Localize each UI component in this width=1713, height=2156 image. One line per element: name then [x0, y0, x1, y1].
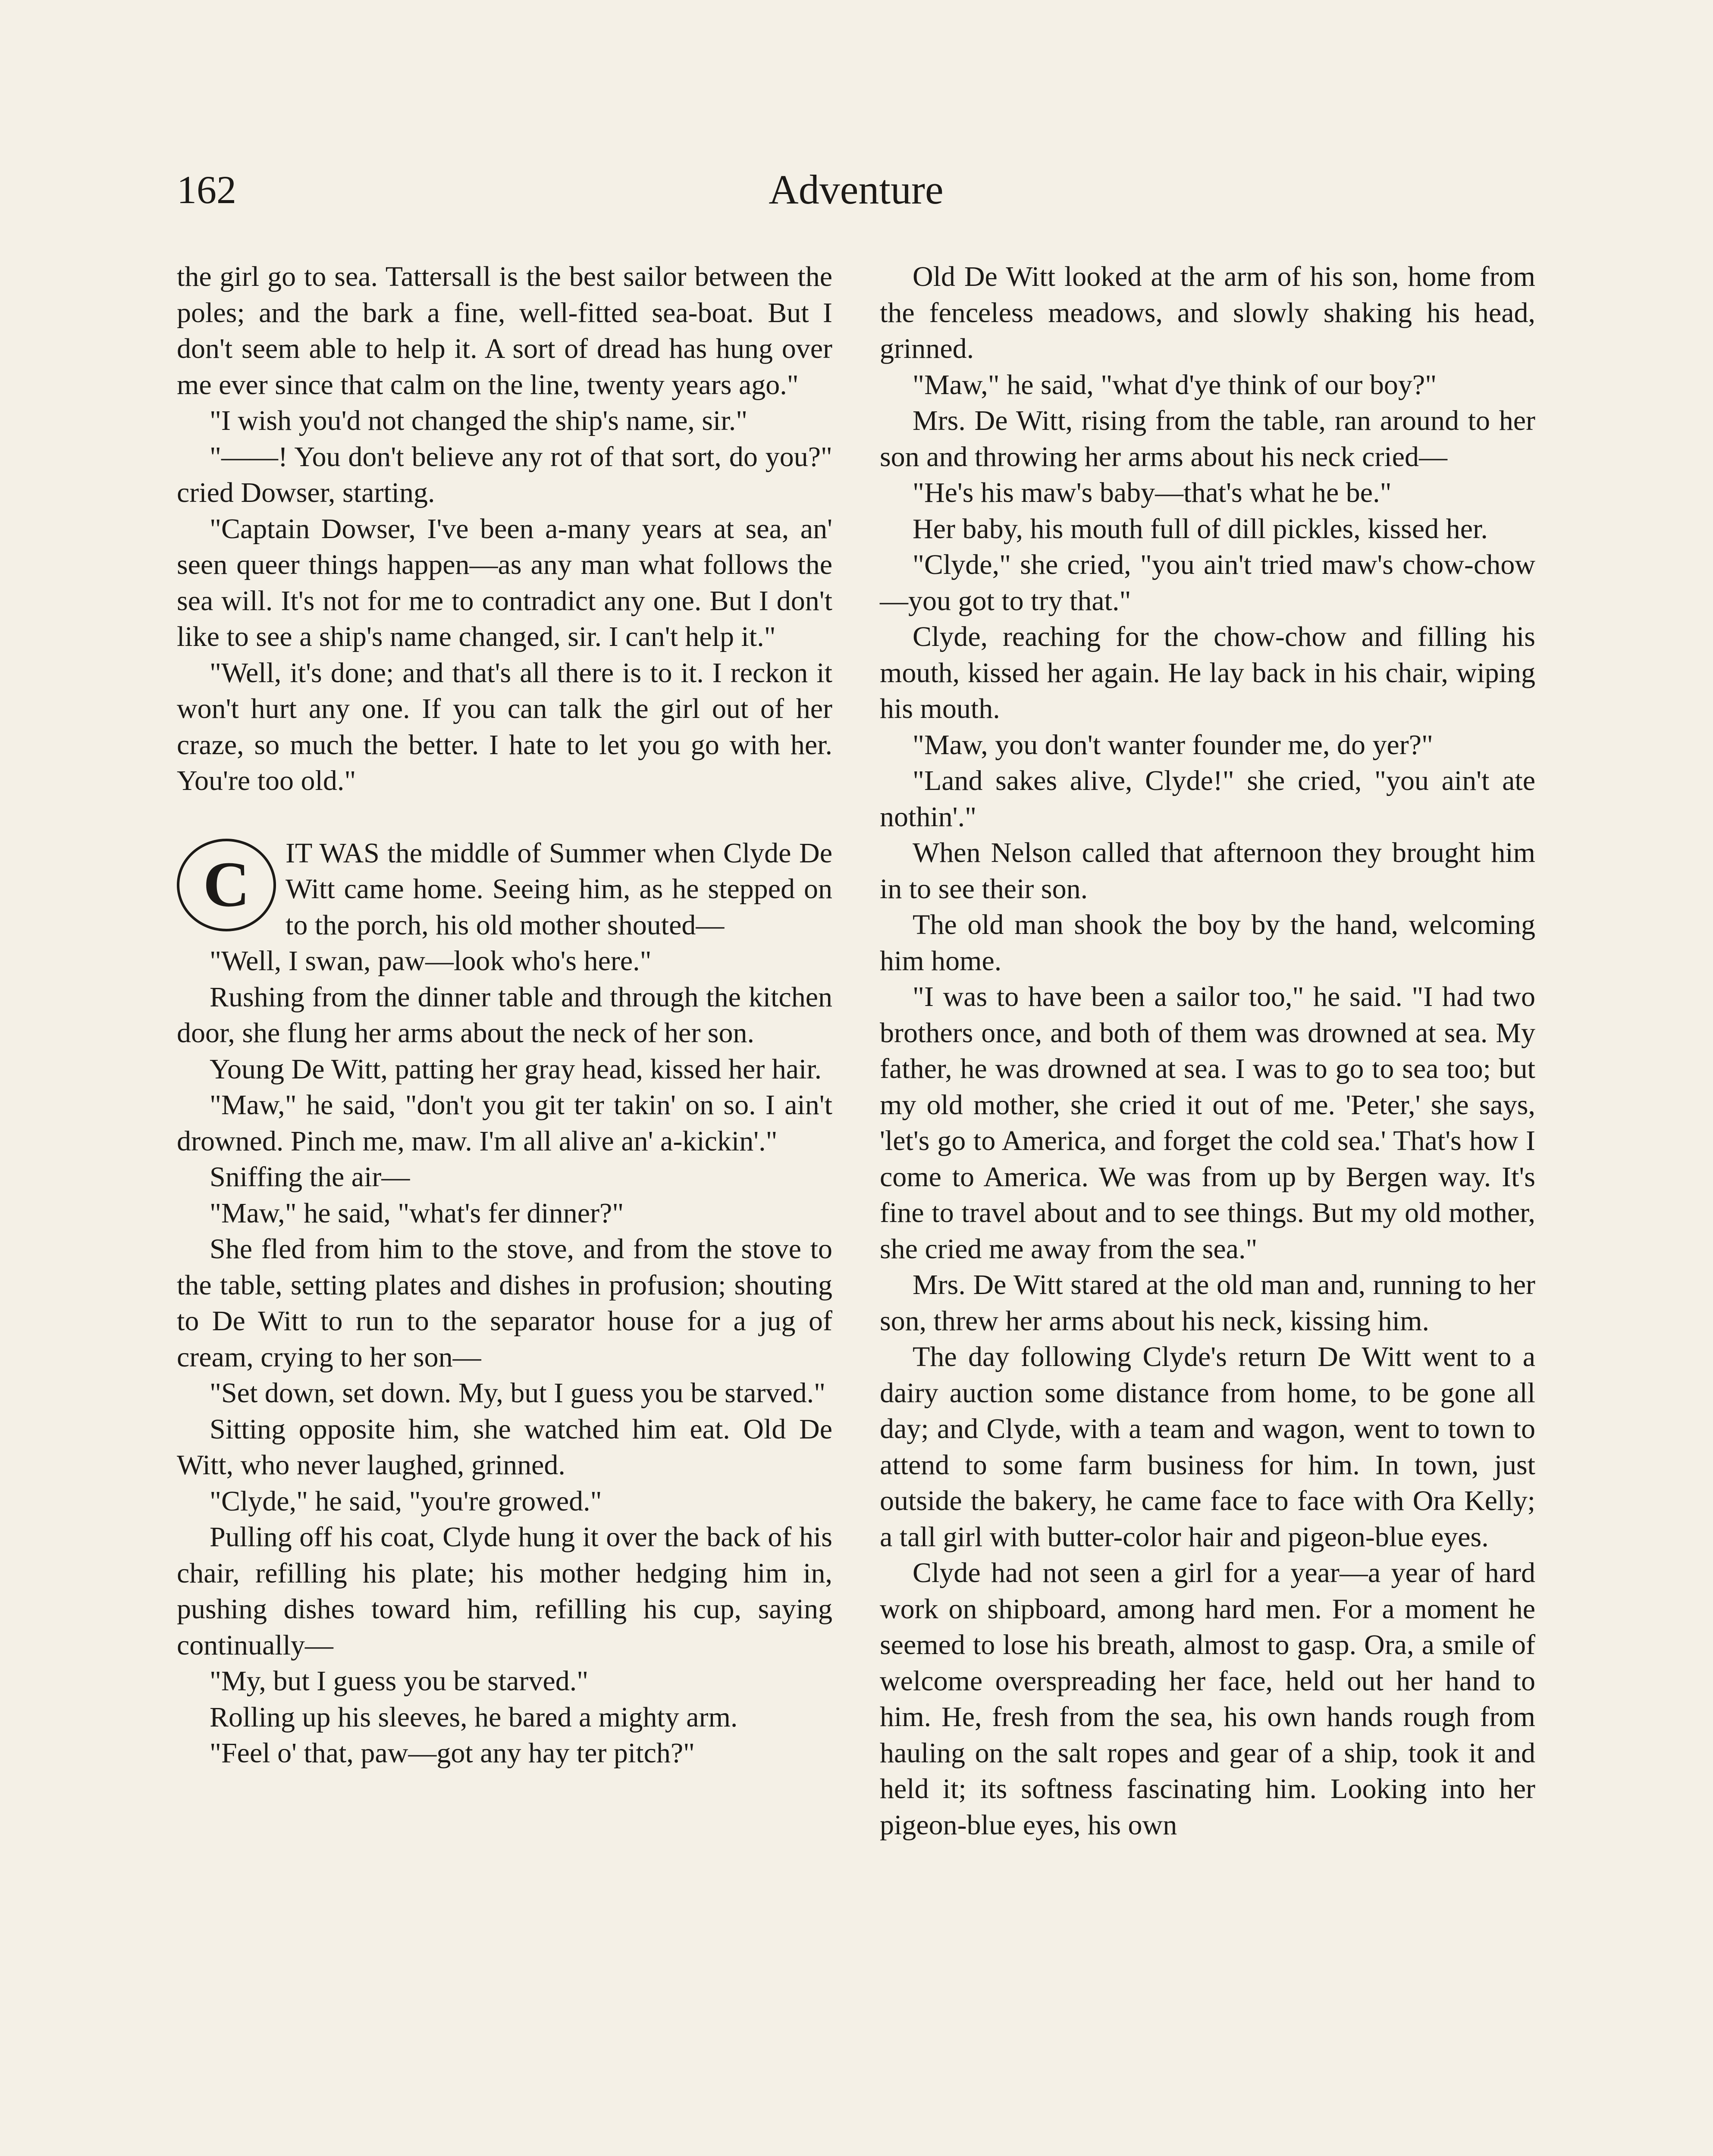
right-column: [880, 259, 1535, 1843]
paragraph: "Maw, you don't wanter founder me, do yer?": [913, 729, 1433, 761]
running-head: Adventure: [769, 166, 944, 213]
paragraph: Rushing from the dinner table and through the kitchen door, she flung her arms about the neck of her son.: [177, 981, 832, 1049]
paragraph: Pulling off his coat, Clyde hung it over the back of his chair, refilling his plate; his mother hedging him in, pushing dishes toward him, refilling his cup, saying continually—: [177, 1521, 832, 1661]
paragraph: "Set down, set down. My, but I guess you be starved.": [210, 1377, 826, 1409]
paragraph: Sniffing the air—: [210, 1161, 410, 1193]
paragraph: Her baby, his mouth full of dill pickles, kissed her.: [913, 513, 1488, 545]
paragraph: "Maw," he said, "don't you git ter takin' on so. I ain't drowned. Pinch me, maw. I'm all alive an' a-kickin'.": [177, 1089, 832, 1157]
paragraph: Mrs. De Witt, rising from the table, ran around to her son and throwing her arms about his neck cried—: [880, 405, 1535, 473]
paragraph: "Land sakes alive, Clyde!" she cried, "you ain't ate nothin'.": [880, 765, 1535, 833]
section-opening: [177, 835, 832, 943]
paragraph: "My, but I guess you be starved.": [210, 1665, 589, 1697]
page-number: 162: [177, 168, 236, 212]
left-column: [177, 259, 832, 1771]
paragraph: The day following Clyde's return De Witt went to a dairy auction some distance from home, to be gone all day; and Clyde, with a team and wagon, went to town to attend to some farm business for him. In town, just outside the bakery, he came face to face with Ora Kelly; a tall girl with butter-color hair and pigeon-blue eyes.: [880, 1341, 1535, 1553]
paragraph: "Maw," he said, "what's fer dinner?": [210, 1197, 624, 1229]
ornamental-initial-icon: C: [177, 839, 276, 931]
paragraph: She fled from him to the stove, and from the stove to the table, setting plates and dishes in profusion; shouting to De Witt to run to the separator house for a jug of cream, crying to her son—: [177, 1233, 832, 1373]
paragraph: Mrs. De Witt stared at the old man and, running to her son, threw her arms about his neck, kissing him.: [880, 1269, 1535, 1337]
paragraph: "Clyde," he said, "you're growed.": [210, 1485, 602, 1517]
paragraph: IT WAS the middle of Summer when Clyde De Witt came home. Seeing him, as he stepped on to the porch, his old mother shouted—: [286, 837, 832, 941]
paragraph: The old man shook the boy by the hand, welcoming him home.: [880, 909, 1535, 977]
paragraph: "——! You don't believe any rot of that sort, do you?" cried Dowser, starting.: [177, 441, 832, 508]
paragraph: "Well, it's done; and that's all there is to it. I reckon it won't hurt any one. If you can talk the girl out of her craze, so much the better. I hate to let you go with her. You're too old.": [177, 657, 832, 796]
paragraph: Clyde had not seen a girl for a year—a year of hard work on shipboard, among hard men. For a moment he seemed to lose his breath, almost to gasp. Ora, a smile of welcome overspreading her face, held out her hand to him. He, fresh from the sea, his own hands rough from hauling on the salt ropes and gear of a ship, took it and held it; its softness fascinating him. Looking into her pigeon-blue eyes, his own: [880, 1557, 1535, 1841]
paragraph: "Captain Dowser, I've been a-many years at sea, an' seen queer things happen—as any man what follows the sea will. It's not for me to contradict any one. But I don't like to see a ship's name changed, sir. I can't help it.": [177, 513, 832, 652]
paragraph: "I was to have been a sailor too," he said. "I had two brothers once, and both of them was drowned at sea. My father, he was drowned at sea. I was to go to sea too; but my old mother, she cried it out of me. 'Peter,' she says, 'let's go to America, and forget the cold sea.' That's how I come to America. We was from up by Bergen way. It's fine to travel about and to see things. But my old mother, she cried me away from the sea.": [880, 981, 1535, 1265]
paragraph: "He's his maw's baby—that's what he be.": [913, 477, 1392, 508]
paragraph: "I wish you'd not changed the ship's name, sir.": [210, 405, 748, 436]
paragraph: "Well, I swan, paw—look who's here.": [210, 945, 652, 977]
paragraph: When Nelson called that afternoon they brought him in to see their son.: [880, 837, 1535, 905]
paragraph: Clyde, reaching for the chow-chow and filling his mouth, kissed her again. He lay back in his chair, wiping his mouth.: [880, 621, 1535, 724]
paragraph: the girl go to sea. Tattersall is the best sailor between the poles; and the bark a fine, well-fitted sea-boat. But I don't seem able to help it. A sort of dread has hung over me ever since that calm on the line, twenty years ago.": [177, 261, 832, 401]
page-header: [177, 164, 1535, 224]
paragraph: "Maw," he said, "what d'ye think of our boy?": [913, 369, 1437, 401]
paragraph: Young De Witt, patting her gray head, kissed her hair.: [210, 1053, 822, 1085]
paragraph: Rolling up his sleeves, he bared a mighty arm.: [210, 1701, 738, 1733]
paragraph: "Feel o' that, paw—got any hay ter pitch?": [210, 1737, 695, 1769]
paragraph: Sitting opposite him, she watched him eat. Old De Witt, who never laughed, grinned.: [177, 1413, 832, 1481]
paragraph: Old De Witt looked at the arm of his son, home from the fenceless meadows, and slowly shaking his head, grinned.: [880, 261, 1535, 364]
paragraph: "Clyde," she cried, "you ain't tried maw's chow-chow—you got to try that.": [880, 549, 1535, 617]
